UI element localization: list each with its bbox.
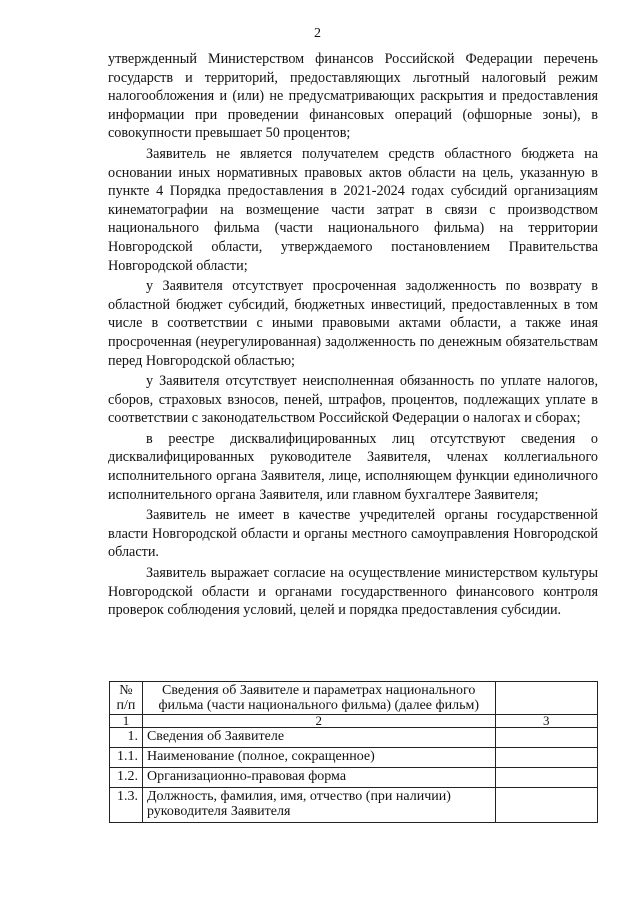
paragraph-not-recipient: Заявитель не является получателем средств областного бюджета на основании иных нормативных правовых актов области на цель, указанную в пункте 4 Порядка предоставления в 2021-2024 годах субсидий организациям кинематографии на возмещение части затрат в связи с производством национального фильма (части национального фильма) на территории Новгородской области, утверждаемого постановлением Правительства Новгородской области; <box>108 145 598 274</box>
paragraph-no-tax-obligations: у Заявителя отсутствует неисполненная обязанность по уплате налогов, сборов, страховых взносов, пеней, штрафов, процентов, подлежащих уплате в соответствии с законодательством Российской Федерации о налогах и сборах; <box>108 373 598 427</box>
row-number: 1.2. <box>110 768 143 788</box>
table-row <box>110 748 598 768</box>
row-number: 1.1. <box>110 748 143 768</box>
paragraph-consent: Заявитель выражает согласие на осуществление министерством культуры Новгородской области и органами государственного финансового контроля проверок соблюдения условий, целей и порядка предоставления субсидии. <box>108 565 598 619</box>
index-cell-2: 2 <box>142 715 495 728</box>
applicant-info-table <box>109 681 598 823</box>
paragraph-disqualified-registry: в реестре дисквалифицированных лиц отсутствуют сведения о дисквалифицированных руководителе Заявителя, членах коллегиального исполнительного органа Заявителя, лице, исполняющем функции единоличного исполнительного органа Заявителя, или главном бухгалтере Заявителя; <box>108 430 598 503</box>
row-number: 1. <box>110 728 143 748</box>
document-body <box>108 50 598 620</box>
table-index-row <box>110 715 598 728</box>
row-value[interactable] <box>495 788 598 823</box>
row-value[interactable] <box>495 748 598 768</box>
header-number-cell: № п/п <box>110 682 143 715</box>
paragraph-founders: Заявитель не имеет в качестве учредителей органы государственной власти Новгородской области и органы местного самоуправления Новгородской области. <box>108 507 598 561</box>
paragraph-offshore-zones: утвержденный Министерством финансов Российской Федерации перечень государств и территорий, предоставляющих льготный налоговый режим налогообложения и (или) не предусматривающих раскрытия и предоставления информации при проведении финансовых операций (офшорные зоны), в совокупности превышает 50 процентов; <box>108 51 598 142</box>
row-value[interactable] <box>495 728 598 748</box>
table-row <box>110 788 598 823</box>
row-text: Организационно-правовая форма <box>142 768 495 788</box>
row-text: Сведения об Заявителе <box>142 728 495 748</box>
header-value-cell <box>495 682 598 715</box>
row-text: Наименование (полное, сокращенное) <box>142 748 495 768</box>
page-number: 2 <box>314 26 321 41</box>
table-row <box>110 768 598 788</box>
table-header-row <box>110 682 598 715</box>
row-number: 1.3. <box>110 788 143 823</box>
row-text: Должность, фамилия, имя, отчество (при наличии) руководителя Заявителя <box>142 788 495 823</box>
header-title-cell: Сведения об Заявителе и параметрах национального фильма (части национального фильма) (далее фильм) <box>142 682 495 715</box>
paragraph-no-overdue-debt: у Заявителя отсутствует просроченная задолженность по возврату в областной бюджет субсидий, бюджетных инвестиций, предоставленных в том числе в соответствии с иными правовыми актами области, а также иная просроченная (неурегулированная) задолженность по денежным обязательствам перед Новгородской областью; <box>108 278 598 369</box>
row-value[interactable] <box>495 768 598 788</box>
index-cell-3: 3 <box>495 715 598 728</box>
table-row <box>110 728 598 748</box>
index-cell-1: 1 <box>110 715 143 728</box>
